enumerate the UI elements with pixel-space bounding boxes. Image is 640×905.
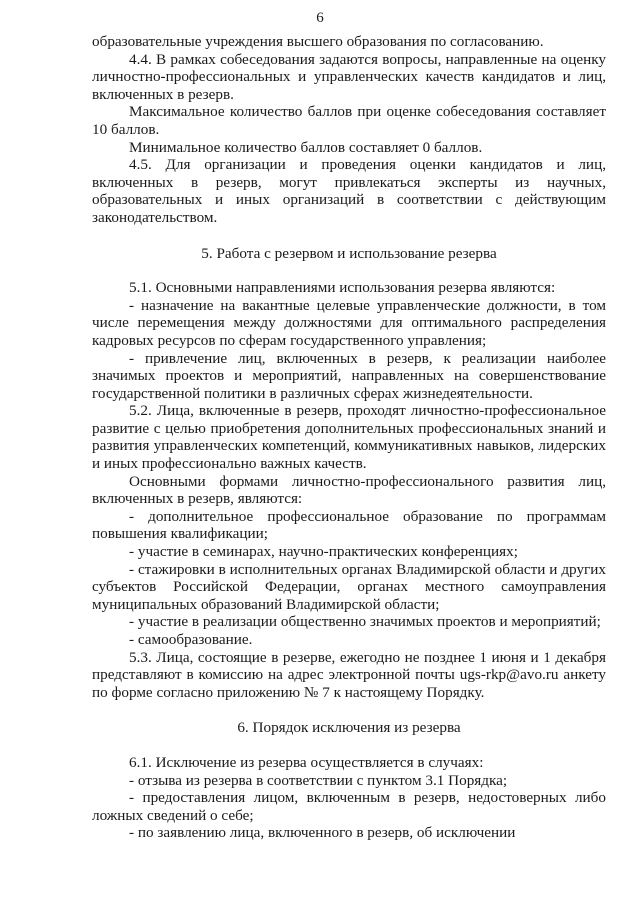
paragraph: образовательные учреждения высшего образования по согласованию. [92,33,544,50]
page-number: 6 [316,10,324,26]
paragraph: 5.2. Лица, включенные в резерв, проходят личностно-профессиональное развитие с целью приобретения дополнительных профессиональных знаний и развития управленческих компетенций, коммуникативных навыков, лидерских и иных профессионально важных качеств. [92,402,606,473]
paragraph: Основными формами личностно-профессионального развития лиц, включенных в резерв, являются: [92,472,606,508]
list-item: - участие в реализации общественно значимых проектов и мероприятий; [129,613,601,631]
section-heading: 6. Порядок исключения из резерва [237,719,461,737]
list-item: - дополнительное профессиональное образование по программам повышения квалификации; [92,507,606,543]
list-item: - участие в семинарах, научно-практических конференциях; [129,543,518,561]
list-item: - отзыва из резерва в соответствии с пунктом 3.1 Порядка; [129,771,508,789]
section-heading: 5. Работа с резервом и использование резерва [201,244,497,262]
list-item: - по заявлению лица, включенного в резерв, об исключении [129,824,516,842]
list-item: - стажировки в исполнительных органах Владимирской области и других субъектов Российской Федерации, органах местного самоуправления муниципальных образований Владимирской области; [92,560,606,613]
paragraph: Минимальное количество баллов составляет 0 баллов. [129,138,483,156]
paragraph: 4.4. В рамках собеседования задаются вопросы, направленные на оценку личностно-профессиональных и управленческих качеств кандидатов и лиц, включенных в резерв. [92,50,606,103]
paragraph: Максимальное количество баллов при оценке собеседования составляет 10 баллов. [92,103,606,138]
document-body [92,33,606,842]
paragraph: 6.1. Исключение из резерва осуществляется в случаях: [129,753,484,771]
list-item: - привлечение лиц, включенных в резерв, к реализации наиболее значимых проектов и мероприятий, направленных на совершенствование государственной политики в различных сферах жизнедеятельности. [92,349,606,402]
list-item: - самообразование. [129,631,253,648]
paragraph: 5.3. Лица, состоящие в резерве, ежегодно не позднее 1 июня и 1 декабря представляют в комиссию на адрес электронной почты ugs-rkp@avo.ru анкету по форме согласно приложению № 7 к настоящему Порядку. [92,648,606,701]
list-item: - назначение на вакантные целевые управленческие должности, в том числе перемещения между должностями для оптимального распределения кадровых ресурсов по сферам государственного управления; [92,296,606,349]
list-item: - предоставления лицом, включенным в резерв, недостоверных либо ложных сведений о себе; [92,789,606,824]
paragraph: 5.1. Основными направлениями использования резерва являются: [129,279,556,297]
paragraph: 4.5. Для организации и проведения оценки кандидатов и лиц, включенных в резерв, могут привлекаться эксперты из научных, образовательных и иных организаций в соответствии с действующим законодательством. [92,156,606,226]
